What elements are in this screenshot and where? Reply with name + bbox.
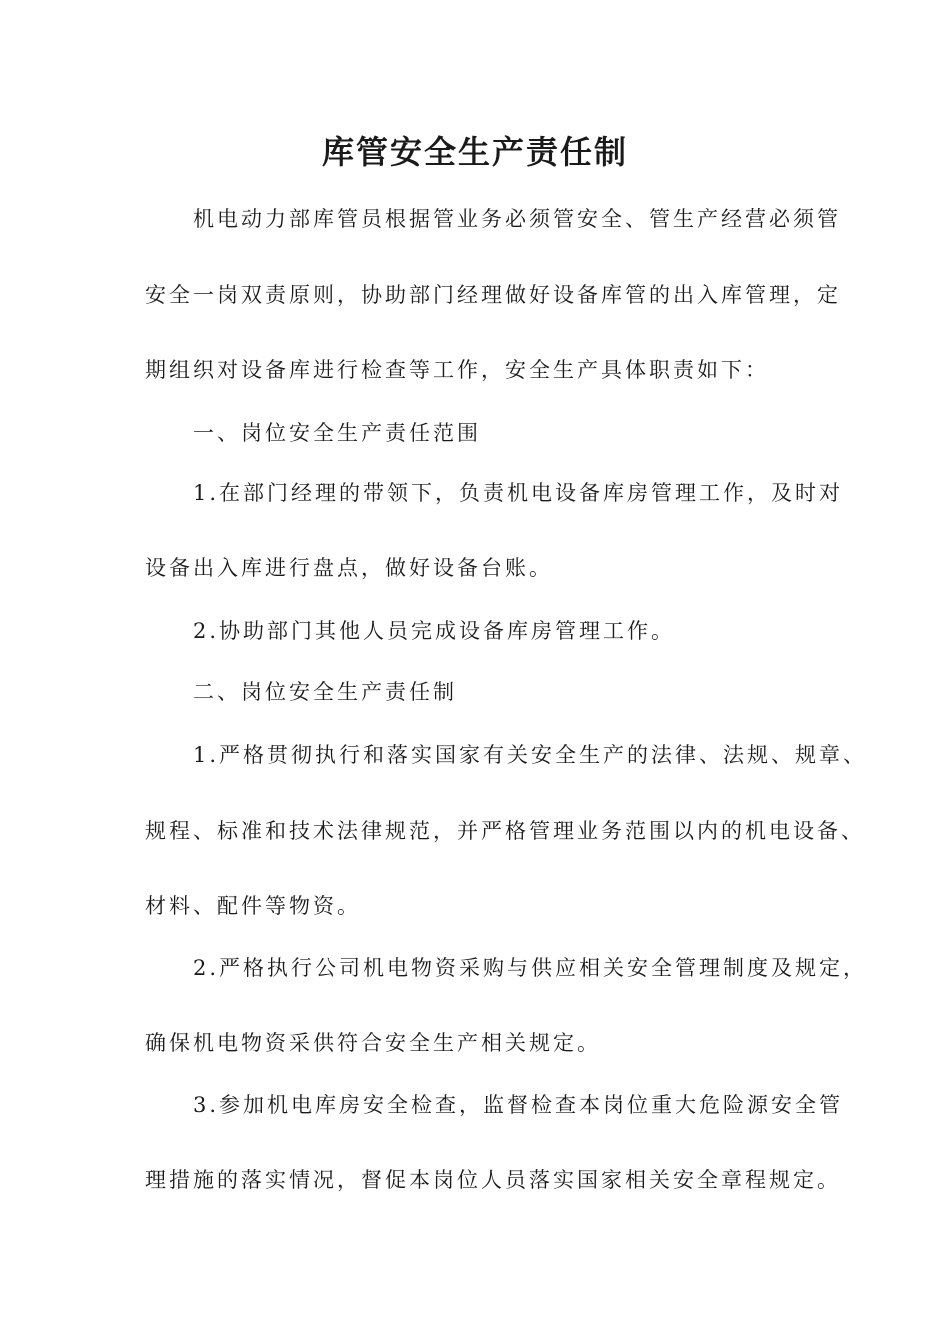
section-heading: 一、岗位安全生产责任范围: [193, 421, 481, 445]
paragraph-line: 2.协助部门其他人员完成设备库房管理工作。: [193, 619, 676, 643]
paragraph-line: 设备出入库进行盘点，做好设备台账。: [145, 556, 553, 580]
section-heading: 二、岗位安全生产责任制: [193, 680, 457, 704]
document-title: 库管安全生产责任制: [321, 133, 628, 171]
paragraph-line: 1.严格贯彻执行和落实国家有关安全生产的法律、法规、规章、: [193, 743, 868, 767]
paragraph-line: 1.在部门经理的带领下，负责机电设备库房管理工作，及时对: [193, 481, 844, 505]
paragraph-line: 2.严格执行公司机电物资采购与供应相关安全管理制度及规定，: [193, 956, 868, 980]
paragraph-line: 确保机电物资采供符合安全生产相关规定。: [145, 1031, 601, 1055]
paragraph-line: 规程、标准和技术法律规范，并严格管理业务范围以内的机电设备、: [145, 819, 865, 843]
paragraph-line: 理措施的落实情况，督促本岗位人员落实国家相关安全章程规定。: [145, 1168, 841, 1192]
paragraph-line: 安全一岗双责原则，协助部门经理做好设备库管的出入库管理，定: [145, 283, 841, 307]
paragraph-line: 机电动力部库管员根据管业务必须管安全、管生产经营必须管: [193, 207, 841, 231]
paragraph-line: 期组织对设备库进行检查等工作，安全生产具体职责如下：: [145, 358, 769, 382]
paragraph-line: 3.参加机电库房安全检查，监督检查本岗位重大危险源安全管: [193, 1093, 844, 1117]
paragraph-line: 材料、配件等物资。: [145, 894, 361, 918]
